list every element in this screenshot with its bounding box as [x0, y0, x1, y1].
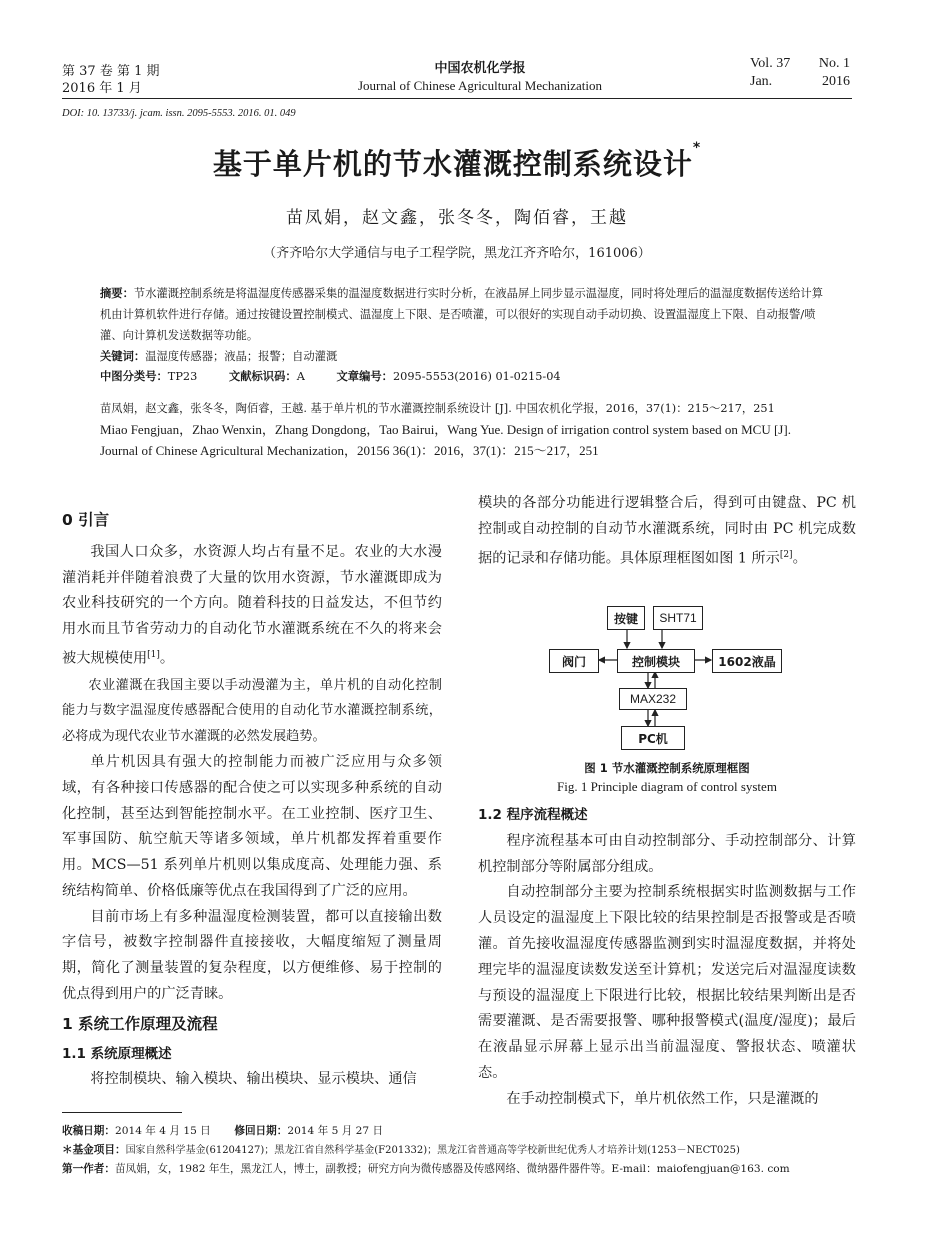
fund-text: 国家自然科学基金(61204127)；黑龙江省自然科学基金(F201332)；黑龙江省普通高等学校新世纪优秀人才培养计划(1253－NECT025) [125, 1144, 740, 1156]
received-label: 收稿日期： [62, 1125, 115, 1137]
clc-label: 中图分类号： [100, 370, 168, 383]
first-author-text: 苗凤娟，女，1982 年生，黑龙江人，博士，副教授；研究方向为微传感器及传感网络、微纳器件器件等。E-mail：maiofengjuan@163. com [114, 1163, 790, 1175]
paragraph: 在手动控制模式下，单片机依然工作，只是灌溉的 [506, 1090, 819, 1107]
sensor-node: SHT71 [653, 606, 703, 630]
issue-info-en [750, 55, 850, 91]
footnotes [62, 1122, 862, 1179]
revised-label: 修回日期： [234, 1125, 288, 1137]
body-left-column [62, 508, 442, 1093]
footnote-rule [62, 1112, 182, 1113]
keywords-text: 温湿度传感器；液晶；报警；自动灌溉 [145, 350, 338, 363]
max232-node: MAX232 [619, 688, 687, 710]
header-rule [62, 98, 852, 99]
vol-en: Vol. 37 [750, 56, 791, 71]
keys-node: 按键 [607, 606, 645, 630]
keywords-label: 关键词： [100, 350, 146, 363]
journal-name-en: Journal of Chinese Agricultural Mechanization [357, 78, 603, 93]
author-list: 苗凤娟，赵文鑫，张冬冬，陶佰睿，王越 [286, 208, 628, 228]
control-node: 控制模块 [617, 649, 695, 673]
lcd-node: 1602液晶 [712, 649, 782, 673]
body-right-column-bottom [478, 803, 856, 1113]
paragraph: 程序流程基本可由自动控制部分、手动控制部分、计算机控制部分等附属部分组成。 [478, 832, 856, 875]
citation [100, 398, 825, 461]
block-diagram [545, 602, 785, 754]
issue-info [62, 63, 159, 97]
classification [100, 366, 825, 387]
journal-name-cn: 中国农机化学报 [434, 61, 526, 76]
paragraph-end: 。 [159, 650, 175, 667]
author-footnote [62, 1160, 862, 1179]
reference-mark: [1] [147, 649, 160, 660]
doi: DOI: 10. 13733/j. jcam. issn. 2095-5553. 2016. 01. 049 [62, 108, 296, 119]
journal-name [300, 60, 660, 94]
title-footnote-mark: * [692, 140, 702, 156]
citation-cn: 苗凤娟，赵文鑫，张冬冬，陶佰睿，王越. 基于单片机的节水灌溉控制系统设计 [J]. 中国农机化学报，2016，37(1)：215～217，251 [100, 402, 775, 415]
figure-caption-cn: 图 1 节水灌溉控制系统原理框图 [584, 761, 750, 775]
paragraph-text: 我国人口众多，水资源人均占有量不足。农业的大水漫灌消耗并伴随着浪费了大量的饮用水资源，节水灌溉即成为农业科技研究的一个方向。随着科技的日益发达，不但节约用水而且节省劳动力的自动化节水灌溉系统在不久的将来会被大规模使用 [62, 543, 442, 667]
subsection-heading: 1.2 程序流程概述 [478, 807, 588, 823]
no-en: No. 1 [818, 56, 850, 71]
figure-caption-en: Fig. 1 Principle diagram of control system [557, 779, 777, 794]
reference-mark: [2] [779, 549, 793, 560]
first-author-label: 第一作者： [62, 1163, 115, 1175]
paper-title [62, 142, 852, 183]
section-heading: 0 引言 [62, 511, 110, 529]
fund-label: ＊基金项目： [62, 1143, 126, 1156]
citation-en: Miao Fengjuan，Zhao Wenxin，Zhang Dongdong，Tao Bairui，Wang Yue. Design of irrigation control system based on MCU [J]. Journal of Chinese Agricultural Mechanization，20156 36(1)：2016，37(1)：215～217，251 [100, 422, 791, 458]
paragraph [478, 491, 856, 572]
paragraph: 目前市场上有多种温湿度检测装置，都可以直接输出数字信号，被数字控制器件直接接收，大幅度缩短了测量周期，简化了测量装置的复杂程度，以方便维修、易于控制的优点得到用户的广泛青睐。 [62, 908, 442, 1003]
paragraph: 单片机因具有强大的控制能力而被广泛应用与众多领域，有各种接口传感器的配合使之可以实现多种系统的自动化控制，甚至达到智能控制水平。在工业控制、医疗卫生、军事国防、航空航天等诸多领域，单片机都发挥着重要作用。MCS—51 系列单片机则以集成度高、处理能力强、系统结构简单、价格低廉等优点在我国得到了广泛的应用。 [62, 753, 442, 899]
affiliation: （齐齐哈尔大学通信与电子工程学院，黑龙江齐齐哈尔，161006） [263, 246, 651, 261]
paragraph-text: 模块的各部分功能进行逻辑整合后，得到可由键盘、PC 机控制或自动控制的自动节水灌溉系统，同时由 PC 机完成数据的记录和存储功能。具体原理框图如图 1 所示 [478, 495, 856, 567]
paragraph: 自动控制部分主要为控制系统根据实时监测数据与工作人员设定的温湿度上下限比较的结果控制是否报警或是否喷灌。首先接收温湿度传感器监测到实时温湿度数据，并将处理完毕的温湿度读数发送至计算机；发送完后对温湿度读数与预设的温湿度上下限进行比较，根据比较结果判断出是否需要灌溉、是否需要报警、哪种报警模式(温度/湿度)；最后在液晶显示屏幕上显示出当前温湿度、警报状态、喷灌状态。 [478, 884, 856, 1081]
paragraph: 将控制模块、输入模块、输出模块、显示模块、通信 [90, 1071, 417, 1088]
clc-value: TP23 [167, 370, 198, 383]
doc-code-value: A [296, 370, 305, 383]
pc-node: PC机 [621, 726, 685, 750]
paragraph [62, 540, 442, 673]
doc-code-label: 文献标识码： [228, 370, 297, 383]
valve-node: 阀门 [549, 649, 599, 673]
abstract [100, 283, 825, 367]
volume-issue-cn: 第 37 卷 第 1 期 [62, 64, 160, 79]
title-text: 基于单片机的节水灌溉控制系统设计 [212, 147, 693, 181]
date-cn: 2016 年 1 月 [62, 81, 142, 96]
paragraph: 农业灌溉在我国主要以手动漫灌为主，单片机的自动化控制能力与数字温湿度传感器配合使用的自动化节水灌溉控制系统，必将成为现代农业节水灌溉的必然发展趋势。 [62, 677, 442, 745]
year-en: 2016 [822, 74, 850, 89]
month-en: Jan. [750, 74, 773, 89]
abstract-text: 节水灌溉控制系统是将温湿度传感器采集的温湿度数据进行实时分析，在液晶屏上同步显示温湿度，同时将处理后的温湿度数据传送给计算机由计算机软件进行存储。通过按键设置控制模式、温湿度上下限、是否喷灌，可以很好的实现自动手动切换、设置温湿度上下限、自动报警/喷灌、向计算机发送数据等功能。 [100, 287, 824, 342]
paragraph-end: 。 [792, 550, 807, 567]
dates-footnote [62, 1122, 862, 1141]
article-number-value: 2095-5553(2016) 01-0215-04 [392, 370, 561, 383]
abstract-label: 摘要： [100, 287, 134, 300]
section-heading: 1 系统工作原理及流程 [62, 1014, 218, 1033]
subsection-heading: 1.1 系统原理概述 [62, 1045, 172, 1062]
revised-date: 2014 年 5 月 27 日 [287, 1125, 384, 1137]
fund-footnote [62, 1141, 862, 1161]
article-number-label: 文章编号： [336, 370, 393, 383]
received-date: 2014 年 4 月 15 日 [114, 1125, 211, 1137]
body-right-column-top [478, 491, 856, 572]
